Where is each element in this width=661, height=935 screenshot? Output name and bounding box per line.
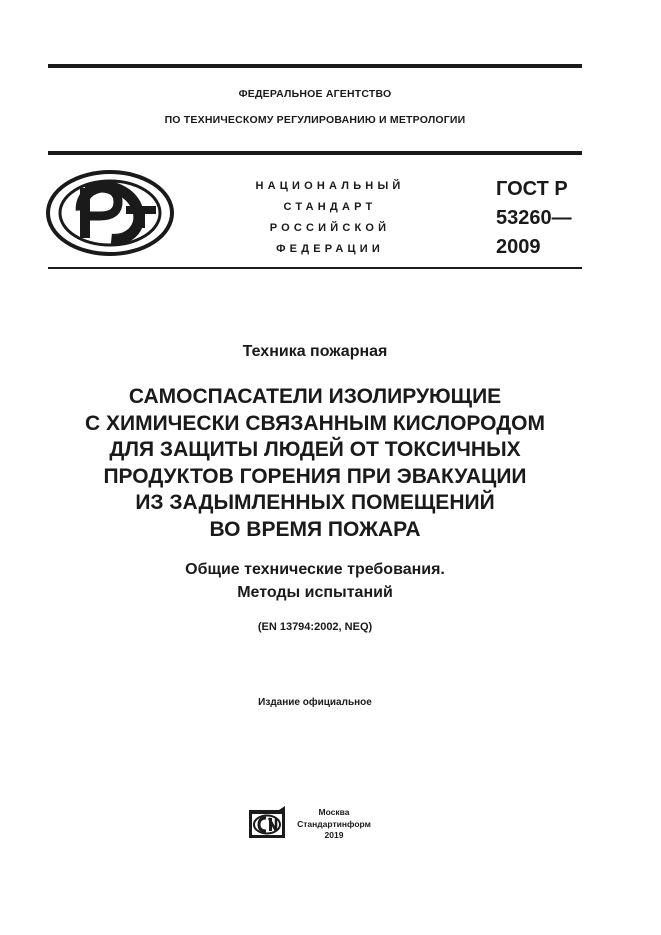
edition-label: Издание официальное: [258, 697, 372, 708]
title-line: ДЛЯ ЗАЩИТЫ ЛЮДЕЙ ОТ ТОКСИЧНЫХ: [109, 438, 521, 461]
document-subtitle: [48, 558, 582, 604]
standard-designation: [496, 175, 572, 262]
standard-type-line: РОССИЙСКОЙ: [269, 222, 391, 234]
standard-type-line: СТАНДАРТ: [283, 201, 377, 213]
designation-line: ГОСТ Р: [496, 178, 568, 200]
publisher-name: Стандартинформ: [297, 818, 371, 829]
standard-type: [230, 176, 430, 260]
title-line: ИЗ ЗАДЫМЛЕННЫХ ПОМЕЩЕНИЙ: [135, 491, 495, 514]
title-line: ПРОДУКТОВ ГОРЕНИЯ ПРИ ЭВАКУАЦИИ: [103, 464, 527, 488]
designation-line: 53260—: [496, 207, 572, 229]
standard-type-line: НАЦИОНАЛЬНЫЙ: [255, 180, 405, 192]
agency-name: ФЕДЕРАЛЬНОЕ АГЕНТСТВО: [238, 88, 392, 100]
standard-type-line: ФЕДЕРАЦИИ: [276, 243, 384, 255]
publisher-city: Москва: [318, 807, 350, 817]
publisher-block: [296, 807, 372, 842]
title-line: С ХИМИЧЕСКИ СВЯЗАННЫМ КИСЛОРОДОМ: [84, 411, 545, 435]
header-bottom-rule: [48, 267, 582, 269]
agency-name-cont: ПО ТЕХНИЧЕСКОМУ РЕГУЛИРОВАНИЮ И МЕТРОЛОГИИ: [164, 114, 466, 126]
title-line: ВО ВРЕМЯ ПОЖАРА: [209, 517, 421, 541]
subtitle-line: Общие технические требования.: [185, 561, 445, 578]
top-rule: [48, 64, 582, 68]
document-title: [40, 384, 590, 543]
subtitle-line: Методы испытаний: [237, 584, 393, 601]
designation-line: 2009: [496, 236, 541, 258]
title-line: САМОСПАСАТЕЛИ ИЗОЛИРУЮЩИЕ: [128, 385, 502, 408]
standartinform-logo-icon: [249, 806, 287, 838]
header-rule: [48, 151, 582, 155]
rst-certification-logo-icon: [46, 170, 176, 256]
en-reference: (EN 13794:2002, NEQ): [257, 621, 373, 633]
publisher-year: 2019: [324, 830, 344, 840]
document-category: Техника пожарная: [242, 343, 388, 360]
